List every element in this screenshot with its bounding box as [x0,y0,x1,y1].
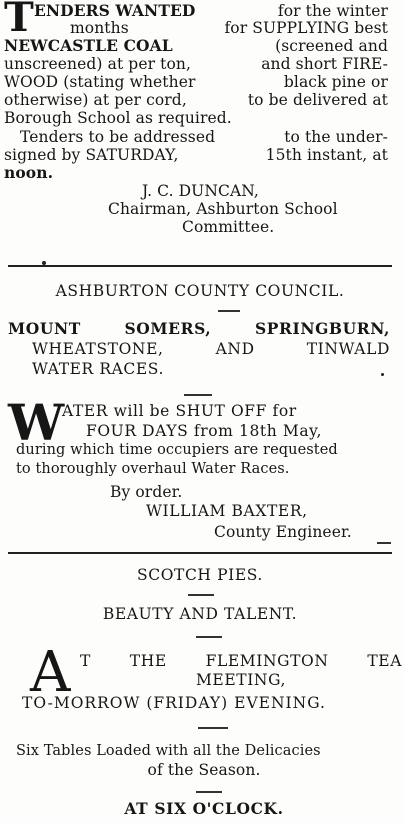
column-rule-2 [8,552,392,554]
tenders-line-9: signed by SATURDAY, 15th instant, at [4,146,388,164]
council-body-4: to thoroughly overhaul Water Races. [16,461,290,477]
council-body-3: during which time occupiers are requested [16,442,338,458]
tenders-signatory-title: Chairman, Ashburton School [108,200,338,218]
council-drop-cap: W [8,393,65,452]
tenders-signatory-title-2: Committee. [182,218,275,236]
pies-line-3: TO-MORROW (FRIDAY) EVENING. [22,694,326,712]
pies-line-2: MEETING, [195,671,287,689]
short-rule [377,542,391,544]
council-by-order: By order. [110,483,183,501]
column-rule-1 [8,265,392,267]
tenders-drop-cap: T [4,0,34,41]
council-signatory-name: WILLIAM BAXTER, [146,502,308,520]
pies-line-5: of the Season. [147,761,261,779]
tenders-line-5: WOOD (stating whether black pine or [4,73,388,91]
short-rule [218,310,240,312]
council-signatory-title: County Engineer. [214,523,352,541]
council-body-2: FOUR DAYS from 18th May, [86,422,322,440]
pies-heading: SCOTCH PIES. [137,566,263,584]
council-line-1: MOUNT SOMERS, SPRINGBURN, [8,319,390,338]
pies-drop-cap: A [30,640,71,705]
tenders-line-1: ENDERS WANTED for the winter [34,1,388,20]
tenders-line-7: Borough School as required. [4,109,232,127]
tenders-line-6: otherwise) at per cord, to be delivered at [4,91,388,109]
pies-line-1: T THE FLEMINGTON TEA [80,652,402,670]
short-rule [188,594,214,596]
council-line-3: WATER RACES. [32,360,164,378]
short-rule [198,727,228,729]
pies-subheading: BEAUTY AND TALENT. [102,605,298,623]
pies-line-4: Six Tables Loaded with all the Delicacies [16,743,321,759]
tenders-signatory-name: J. C. DUNCAN, [142,182,259,200]
tenders-line-3: NEWCASTLE COAL (screened and [4,36,388,55]
council-body-1: ATER will be SHUT OFF for [62,402,297,420]
tenders-line-4: unscreened) at per ton, and short FIRE- [4,55,388,73]
council-line-2: WHEATSTONE, AND TINWALD [32,340,390,358]
council-heading: ASHBURTON COUNTY COUNCIL. [55,282,345,300]
short-rule [196,636,222,638]
stray-dot [381,373,384,376]
pies-line-6: AT SIX O'CLOCK. [124,799,284,818]
tenders-line-2: months for SUPPLYING best [70,19,388,37]
short-rule [196,791,222,793]
short-rule [184,394,212,396]
tenders-line-8: Tenders to be addressed to the under- [20,128,388,146]
tenders-line-10: noon. [4,163,54,182]
